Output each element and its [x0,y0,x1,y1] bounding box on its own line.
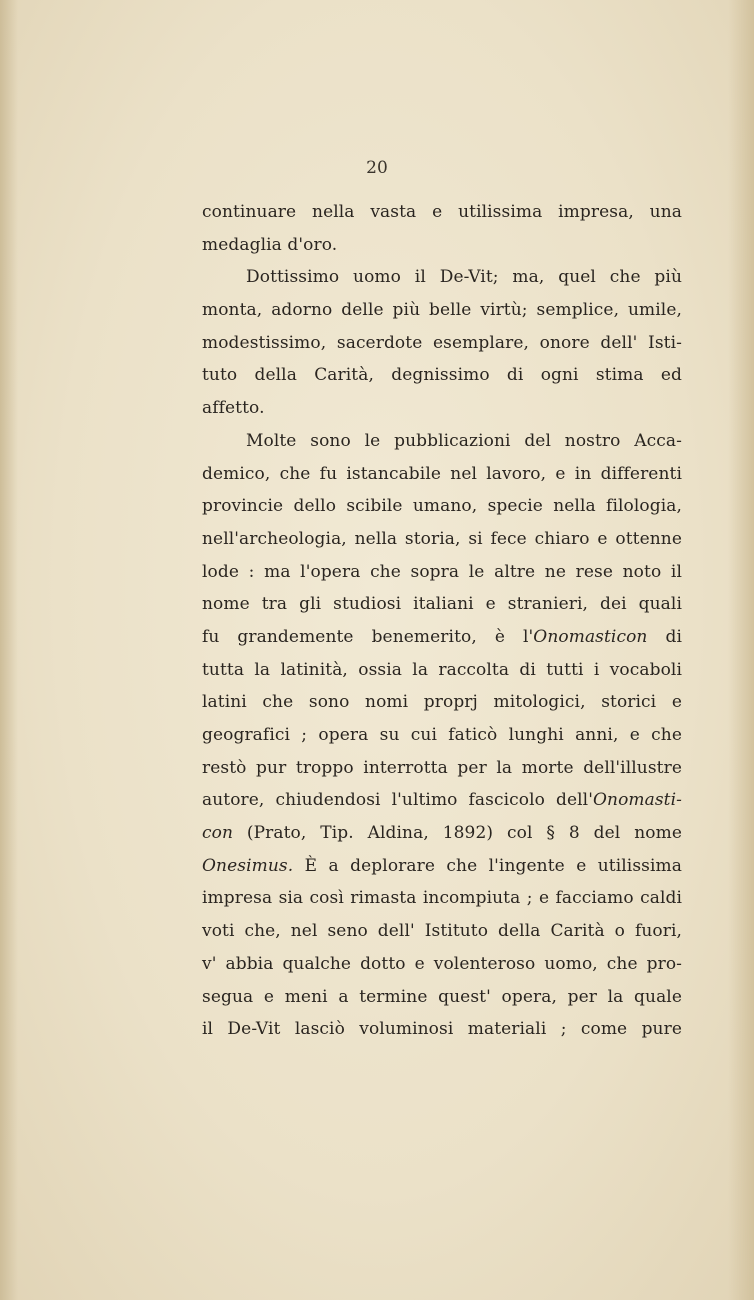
text-line: provincie dello scibile umano, specie nella filologia, [202,496,682,517]
page-number: 20 [366,158,388,178]
text-run: È a deplorare che l'ingente e utilissima [293,855,682,876]
text-line: restò pur troppo interrotta per la morte dell'illustre [202,757,682,778]
text-line: nell'archeologia, nella storia, si fece chiaro e ottenne [202,528,682,549]
text-line: impresa sia così rimasta incompiuta ; e facciamo caldi [202,888,682,909]
text-line: segua e meni a termine quest' opera, per la quale [202,986,682,1007]
text-line: geografici ; opera su cui faticò lunghi anni, e che [202,725,682,745]
text-line: Dottissimo uomo il De-Vit; ma, quel che più [246,267,682,288]
text-line: il De-Vit lasciò voluminosi materiali ; come pure [202,1019,682,1040]
text-run: autore, chiudendosi l'ultimo fascicolo dell' [202,790,593,811]
italic-title: Onomasti- [592,790,682,811]
body-text [202,196,682,1046]
italic-title: con [202,823,234,844]
italic-title: Onomasticon [533,626,648,647]
text-run: di [647,626,682,647]
text-line: tuto della Carità, degnissimo di ogni stima ed [202,365,682,386]
text-line: v' abbia qualche dotto e volenteroso uomo, che pro- [202,953,682,974]
text-line: latini che sono nomi proprj mitologici, storici e [202,692,682,713]
text-line: affetto. [202,398,265,419]
page-shadow-right [728,0,754,1300]
text-line: lode : ma l'opera che sopra le altre ne rese noto il [202,561,682,582]
text-run: fu grandemente benemerito, è l' [202,626,534,647]
text-line: monta, adorno delle più belle virtù; semplice, umile, [202,300,682,321]
text-line: Molte sono le pubblicazioni del nostro Acca- [246,430,682,451]
page-shadow-left [0,0,18,1300]
text-line [202,621,682,654]
text-line: tutta la latinità, ossia la raccolta di tutti i vocaboli [202,659,682,680]
text-line: voti che, nel seno dell' Istituto della Carità o fuori, [202,921,682,942]
text-line: demico, che fu istancabile nel lavoro, e in differenti [202,463,682,484]
text-line: medaglia d'oro. [202,234,338,255]
text-line [202,817,682,850]
text-line [202,784,682,817]
italic-name: Onesimus. [202,855,294,876]
text-line: continuare nella vasta e utilissima impresa, una [202,202,682,222]
text-line [202,850,682,883]
text-line: nome tra gli studiosi italiani e stranieri, dei quali [202,594,682,615]
text-run: (Prato, Tip. Aldina, 1892) col § 8 del nome [233,823,682,844]
text-line: modestissimo, sacerdote esemplare, onore dell' Isti- [202,332,682,353]
